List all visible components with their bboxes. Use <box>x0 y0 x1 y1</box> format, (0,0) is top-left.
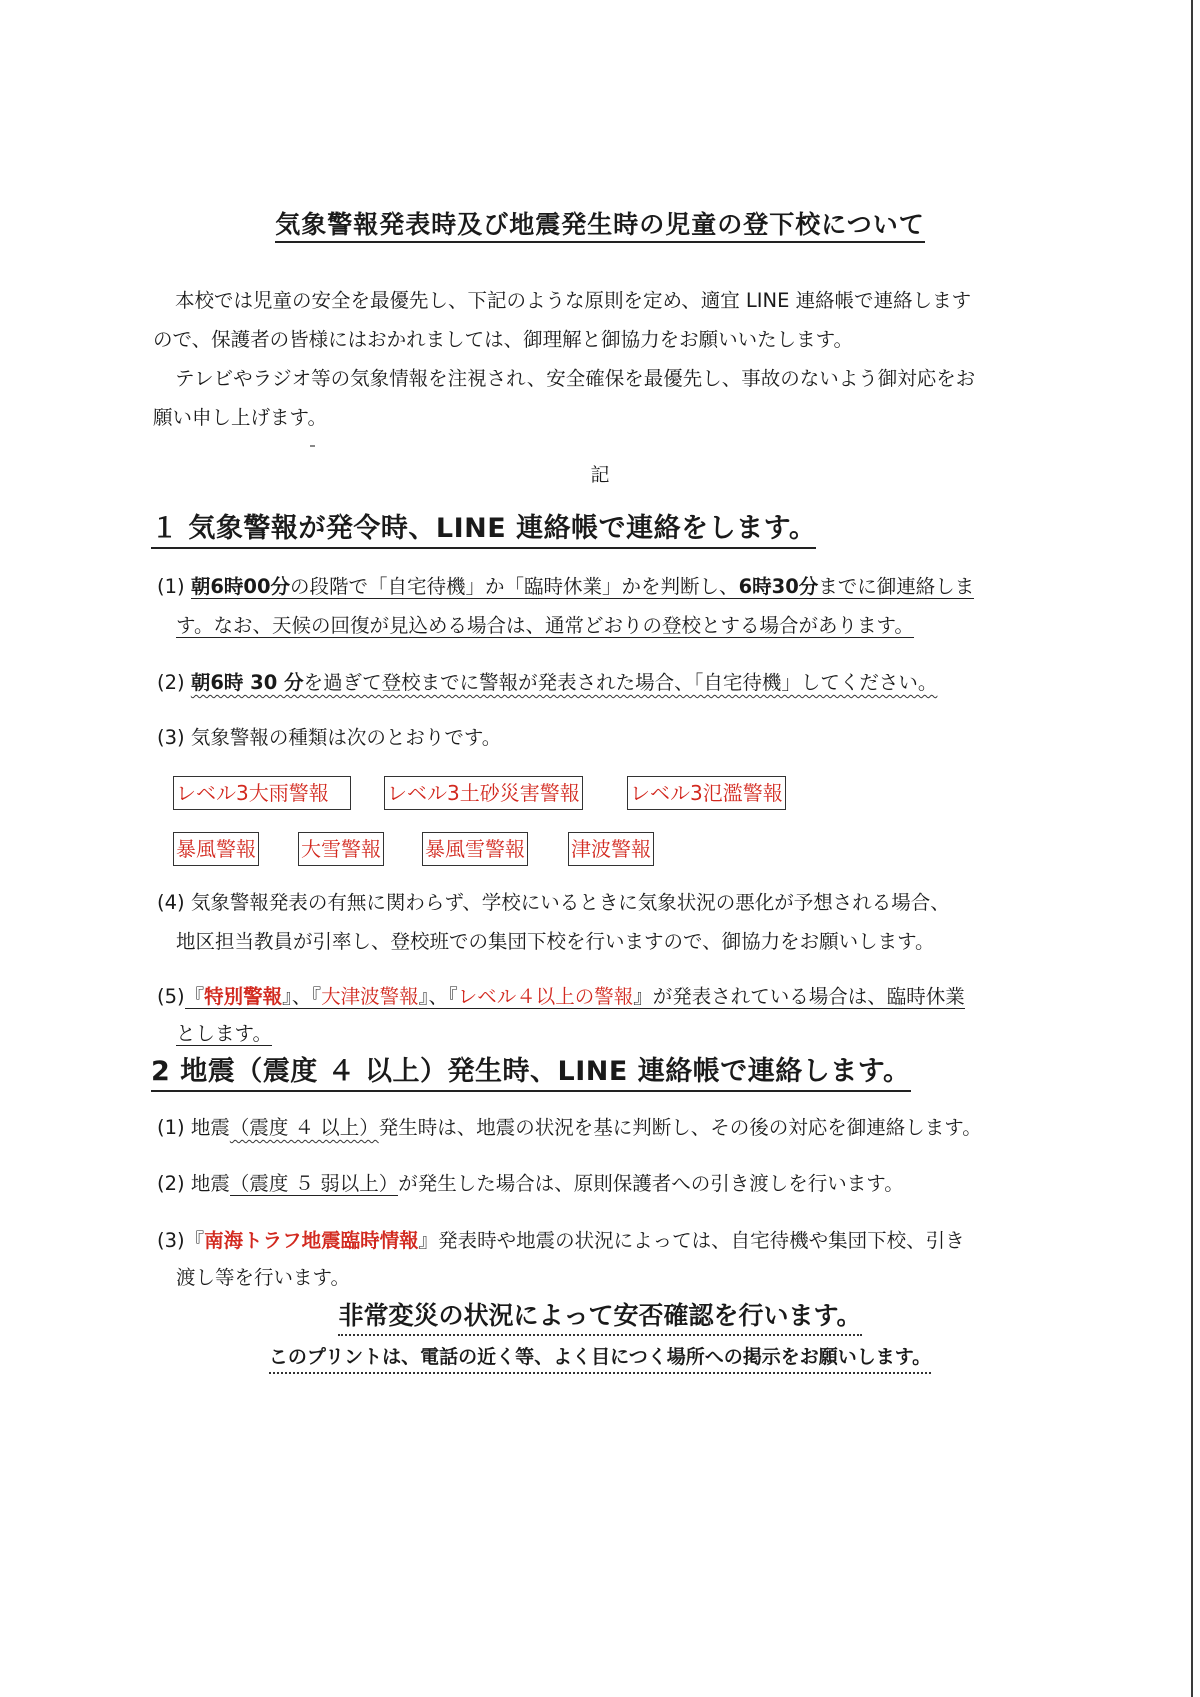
s2-item-3-line-1 <box>157 1226 965 1256</box>
warning-box-flood: レベル3氾濫警報 <box>627 776 786 810</box>
closing-sub-notice <box>0 1342 1200 1372</box>
section-2-heading-text: 地震（震度 ４ 以上）発生時、LINE 連絡帳で連絡します。 <box>180 1056 911 1087</box>
s1-item-4-line-1 <box>157 888 950 918</box>
s2-item-1-intensity: （震度 ４ 以上） <box>229 1116 379 1139</box>
s1-item-5-quote-open: 『 <box>184 985 205 1008</box>
s1-item-1-text-1: の段階で「自宅待機」か「臨時休業」かを判断し、 <box>290 575 739 598</box>
s1-item-4-text-1: 気象警報発表の有無に関わらず、学校にいるときに気象状況の悪化が予想される場合、 <box>190 891 950 914</box>
section-2-number: 2 <box>151 1056 171 1087</box>
s1-item-3 <box>157 723 501 753</box>
warning-box-tsunami: 津波警報 <box>568 832 654 866</box>
s2-item-2-number: (2) <box>157 1172 185 1195</box>
s2-item-3-nankai: 南海トラフ地震臨時情報 <box>204 1229 419 1252</box>
s2-item-3-number: (3) <box>157 1229 185 1252</box>
intro-paragraph-2-line-2: 願い申し上げます。 <box>153 406 327 429</box>
intro-paragraph-1-line-1: 本校では児童の安全を最優先し、下記のような原則を定め、適宜 LINE 連絡帳で連絡します <box>175 289 972 312</box>
intro-paragraph-2-line-1: テレビやラジオ等の気象情報を注視され、安全確保を最優先し、事故のないよう御対応をお <box>175 367 976 390</box>
s1-item-2-time: 朝6時 30 分 <box>190 671 304 694</box>
s1-item-1-line-1 <box>157 572 974 602</box>
warning-box-landslide: レベル3土砂災害警報 <box>384 776 583 810</box>
closing-sub-text: このプリントは、電話の近く等、よく目につく場所への掲示をお願いします。 <box>269 1346 931 1374</box>
scan-edge-line <box>1191 0 1193 1697</box>
s2-item-3-quote-open: 『 <box>184 1229 205 1252</box>
section-1-heading <box>151 509 816 549</box>
s1-item-5-level4: レベル４以上の警報 <box>457 985 634 1008</box>
s2-item-2-text-2: が発生した場合は、原則保護者への引き渡しを行います。 <box>398 1172 904 1195</box>
s1-item-4-line-2: 地区担当教員が引率し、登校班での集団下校を行いますので、御協力をお願いします。 <box>176 930 935 953</box>
s2-item-3-line-2: 渡し等を行います。 <box>176 1266 350 1289</box>
s1-item-1-time-1: 朝6時00分 <box>190 575 291 598</box>
section-1-number: １ <box>151 513 179 544</box>
s2-item-1 <box>157 1113 982 1143</box>
s1-item-3-number: (3) <box>157 726 185 749</box>
s1-item-5-text-1: 』が発表されている場合は、臨時休業 <box>633 985 965 1008</box>
closing-main-text: 非常変災の状況によって安否確認を行います。 <box>338 1301 861 1336</box>
intro-paragraph-1-line-2: ので、保護者の皆様にはおかれましては、御理解と御協力をお願いいたします。 <box>153 328 854 351</box>
s1-item-5-sep-1: 』、『 <box>282 985 322 1008</box>
s1-item-5-number: (5) <box>157 985 185 1008</box>
section-2-heading <box>151 1052 911 1092</box>
s1-item-1-line-2 <box>176 611 914 641</box>
s1-item-5-text-2: とします。 <box>176 1022 272 1045</box>
warning-box-storm: 暴風警報 <box>173 832 259 866</box>
s2-item-3-text-1: 』発表時や地震の状況によっては、自宅待機や集団下校、引き <box>418 1229 965 1252</box>
page-title: 気象警報発表時及び地震発生時の児童の登下校について <box>0 208 1200 242</box>
s2-item-1-text-2: 発生時は、地震の状況を基に判断し、その後の対応を御連絡します。 <box>378 1116 982 1139</box>
memo-label: 記 <box>590 464 610 486</box>
s2-item-2-intensity: （震度 ５ 弱以上） <box>229 1172 399 1195</box>
s1-item-5-big-tsunami: 大津波警報 <box>321 985 419 1008</box>
warning-box-snowstorm: 暴風雪警報 <box>422 832 528 866</box>
warning-box-heavy-rain: レベル3大雨警報 <box>173 776 351 810</box>
closing-main-notice <box>0 1298 1200 1334</box>
section-1-heading-text: 気象警報が発令時、LINE 連絡帳で連絡をします。 <box>188 513 817 544</box>
s1-item-3-text: 気象警報の種類は次のとおりです。 <box>190 726 502 749</box>
s1-item-5-sep-2: 』、『 <box>418 985 458 1008</box>
s1-item-2-number: (2) <box>157 671 185 694</box>
s1-item-1-number: (1) <box>157 575 185 598</box>
s1-item-5-line-2 <box>176 1019 272 1049</box>
s2-item-2 <box>157 1169 904 1199</box>
s1-item-4-number: (4) <box>157 891 185 914</box>
s2-item-1-text-1: 地震 <box>190 1116 230 1139</box>
s1-item-1-text-3: す。なお、天候の回復が見込める場合は、通常どおりの登校とする場合があります。 <box>176 614 914 637</box>
s1-item-1-text-2: までに御連絡しま <box>818 575 975 598</box>
s1-item-5-line-1 <box>157 982 965 1012</box>
s1-item-2-text: を過ぎて登校までに警報が発表された場合、「自宅待機」してください。 <box>303 671 938 694</box>
s1-item-2 <box>157 668 937 698</box>
s1-item-1-time-2: 6時30分 <box>738 575 819 598</box>
s2-item-2-text-1: 地震 <box>190 1172 230 1195</box>
warning-box-heavy-snow: 大雪警報 <box>298 832 384 866</box>
s2-item-1-number: (1) <box>157 1116 185 1139</box>
scan-speck <box>310 445 315 447</box>
s1-item-5-special-warning: 特別警報 <box>204 985 283 1008</box>
